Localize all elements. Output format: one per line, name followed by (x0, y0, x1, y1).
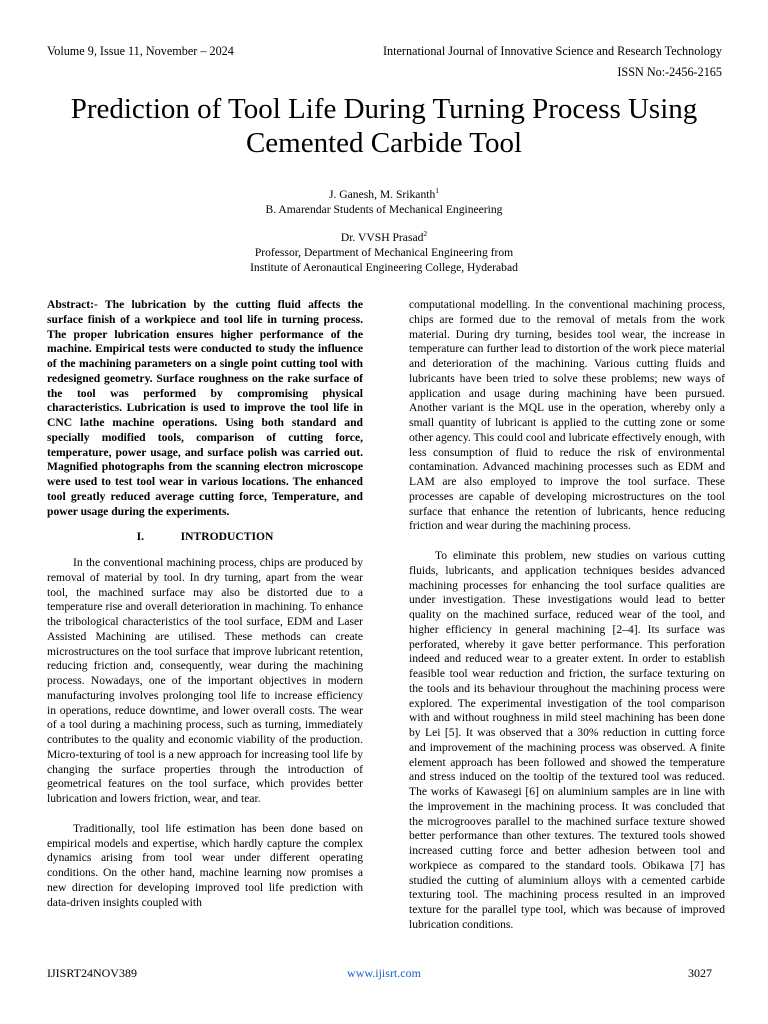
author-affiliation-1: B. Amarendar Students of Mechanical Engineering (265, 203, 503, 216)
author-names-2: Dr. VVSH Prasad (340, 231, 424, 244)
author-superscript-2: 2 (423, 229, 428, 239)
abstract: Abstract:- The lubrication by the cutting fluid affects the surface finish of a workpiece and tool life in turning process. The proper lubrication ensures higher performance of the machine. Empirical tests were conducted to study the influence of the machining parameters on a single point cutting tool with redesigned geometry. Surface roughness on the rake surface of the tool was performed by compromising physical characteristics. Lubrication is used to improve the tool life in CNC lathe machine operations. Using both standard and specially modified tools, comparison of cutting force, temperature, power usage, and surface polish was carried out. Magnified photographs from the scanning electron microscope were used to test tool wear in various locations. The enhanced tool greatly reduced average cutting force, Temperature, and power usage during the experiments. (47, 298, 363, 518)
section-number: I. (136, 530, 145, 544)
right-paragraph-2: To eliminate this problem, new studies on various cutting fluids, lubricants, and application techniques besides advanced machining processes for enhancing the tool surface qualities are under investigation. These investigations would lead to better quality on the machined surface, reduced wear of the tool, and higher efficiency in general machining [2–4]. Its surface was perforated, whereby it gave better performance. This perforation indeed and reduced wear to a greater extent. In order to establish feasible tool wear reduction and friction, the surface texturing on the tools and its behaviour throughout the machining process were explored. The experimental investigation of the tool comparison with and without roughness in mild steel machining has been done by Lei [5]. It was observed that a 30% reduction in cutting force and improvement of the machining process was observed. A finite element approach has been followed and showed the temperature and stress induced on the tooltip of the textured tool was reduced. The works of Kawasegi [6] on aluminium samples are in line with the improvement in the machining process. It was concluded that the microgrooves parallel to the machined surface texture showed better performance than other textures. The textured tools showed increased cutting force and better adhesion between tool and workpiece as compared to the standard tools. Obikawa [7] has studied the cutting of aluminium alloys with a cemented carbide texturing tool. The machining process resulted in an improved texture for the parallel type tool, which was because of improved lubrication conditions. (409, 549, 725, 931)
page-number: 3027 (688, 966, 712, 980)
journal-issue-info: Volume 9, Issue 11, November – 2024 (47, 44, 234, 58)
intro-paragraph-1: In the conventional machining process, chips are produced by removal of material by tool. In dry turning, apart from the wear tool, the machined surface may also be distorted due to a temperature rise and overall deterioration in machining. To enhance the tribological characteristics of the tool surface, EDM and Laser Assisted Machining are utilised. These methods can create microstructures on the tool surface that improve lubricant retention, reducing friction and, consequently, wear during the machining process. Nowadays, one of the important objectives in modern manufacturing involves prolonging tool life to increase efficiency in operations, reduce downtime, and lower overall costs. The wear of a tool during a machining process, such as turning, immediately contributes to the quality and economic viability of the production. Micro-texturing of tool is a new approach for increasing tool life by changing the surface properties through the introduction of geometrical features on the tool surface, which provides better lubrication and lowers friction, wear, and tear. (47, 556, 363, 805)
author-block-1 (40, 187, 728, 217)
intro-paragraph-2: Traditionally, tool life estimation has been done based on empirical models and expertise, which hardly capture the complex dynamics arising from tool wear under different operating conditions. On the other hand, machine learning now promises a new direction for developing improved tool life prediction with data-driven insights coupled with (47, 821, 363, 909)
author-names-1: J. Ganesh, M. Srikanth (328, 188, 436, 201)
right-column (409, 298, 725, 933)
section-heading-introduction (47, 530, 363, 545)
author-block-2 (40, 230, 728, 275)
journal-name: International Journal of Innovative Science and Research Technology (382, 44, 722, 58)
paper-title: Prediction of Tool Life During Turning Process Using Cemented Carbide Tool (70, 93, 698, 159)
author-superscript-1: 1 (435, 186, 440, 196)
left-column (47, 298, 363, 910)
paper-id: IJISRT24NOV389 (47, 966, 137, 980)
issn-number: ISSN No:-2456-2165 (617, 65, 722, 79)
author-affiliation-2-line2: Institute of Aeronautical Engineering College, Hyderabad (250, 261, 518, 274)
right-paragraph-1: computational modelling. In the conventional machining process, chips are formed due to the removal of metals from the work material. During dry turning, besides tool wear, the increase in temperature can further lead to distortion of the work piece material and deterioration of the machining. Various cutting fluids and lubricants have been tried to solve these problems; new ways of application and usage during machining have been pursued. Another variant is the MQL use in the operation, whereby only a small quantity of lubricant is applied to the cutting zone or some other agency. This could cool and lubricate effectively enough, with less consumption of fluid to reduce the risk of environmental contamination. Advanced machining processes such as EDM and LAM are also employed to improve the tool surface. These processes are capable of developing microstructures on the tool surface that enhance the retention of lubricants, hence reducing friction and wear during the machining process. (409, 298, 725, 533)
author-affiliation-2-line1: Professor, Department of Mechanical Engineering from (254, 246, 514, 259)
section-title: INTRODUCTION (180, 530, 274, 544)
website-link[interactable]: www.ijisrt.com (347, 966, 421, 980)
